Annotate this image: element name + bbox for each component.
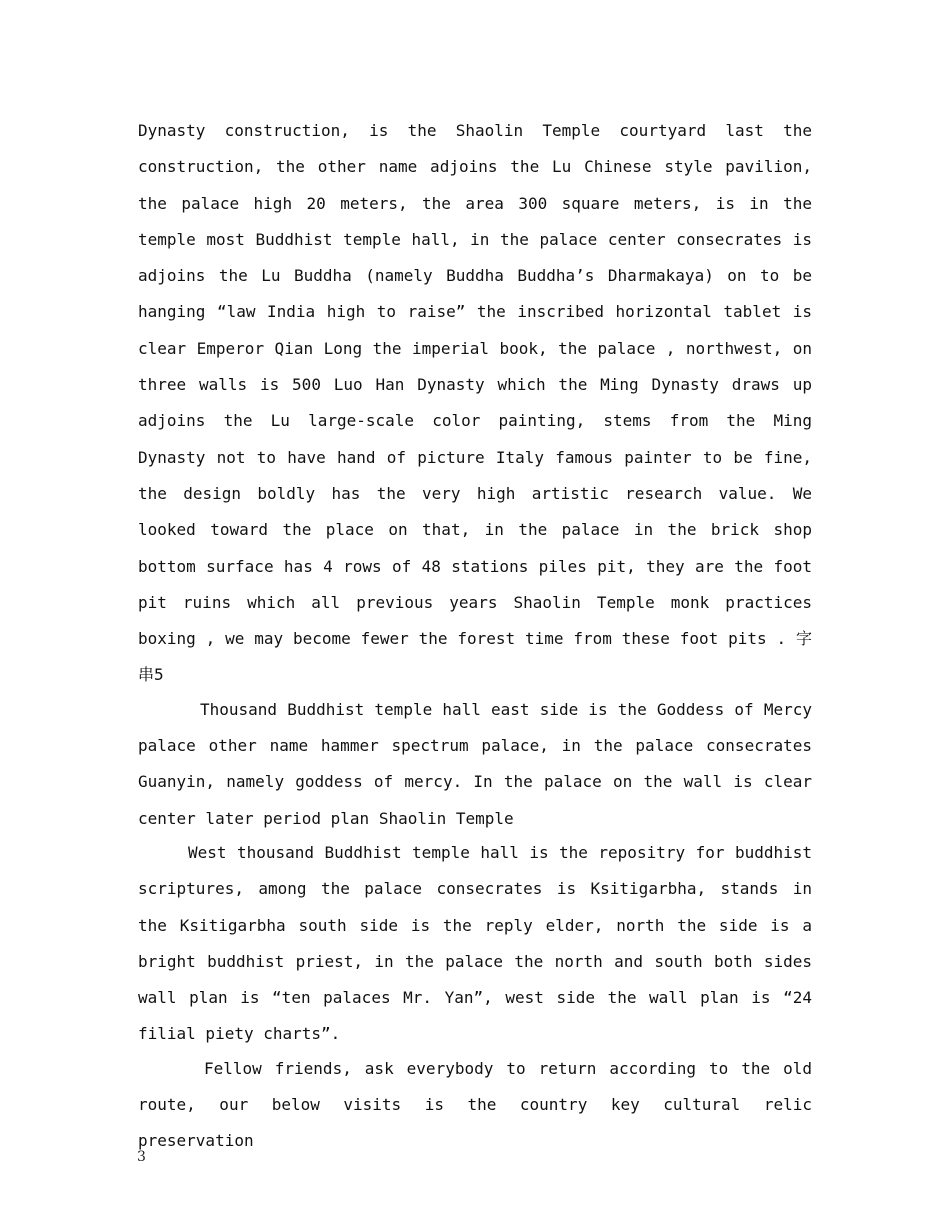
paragraph-2: Thousand Buddhist temple hall east side is the Goddess of Mercy palace other name hammer spectrum palace, in the palace consecrates Guanyin, namely goddess of mercy. In the palace on the wall is clear center later period plan Shaolin Temple bbox=[138, 699, 812, 828]
paragraph-4: Fellow friends, ask everybody to return according to the old route, our below visits is the country key cultural relic preservation bbox=[138, 1058, 812, 1151]
page-number: 3 bbox=[137, 1149, 146, 1165]
body-text bbox=[138, 113, 812, 1160]
paragraph-1: Dynasty construction, is the Shaolin Temple courtyard last the construction, the other name adjoins the Lu Chinese style pavilion, the palace high 20 meters, the area 300 square meters, is in the temple most Buddhist temple hall, in the palace center consecrates is adjoins the Lu Buddha (namely Buddha Buddha’s Dharmakaya) on to be hanging “law India high to raise” the inscribed horizontal tablet is clear Emperor Qian Long the imperial book, the palace , northwest, on three walls is 500 Luo Han Dynasty which the Ming Dynasty draws up adjoins the Lu large-scale color painting, stems from the Ming Dynasty not to have hand of picture Italy famous painter to be fine, the design boldly has the very high artistic research value. We looked toward the place on that, in the palace in the brick shop bottom surface has 4 rows of 48 stations piles pit, they are the foot pit ruins which all previous years Shaolin Temple monk practices boxing , we may become fewer the forest time from these foot pits . 字串5 bbox=[138, 121, 812, 685]
paragraph-3: West thousand Buddhist temple hall is the repositry for buddhist scriptures, among the palace consecrates is Ksitigarbha, stands in the Ksitigarbha south side is the reply elder, north the side is a bright buddhist priest, in the palace the north and south both sides wall plan is “ten palaces Mr. Yan”, west side the wall plan is “24 filial piety charts”. bbox=[138, 842, 812, 1044]
